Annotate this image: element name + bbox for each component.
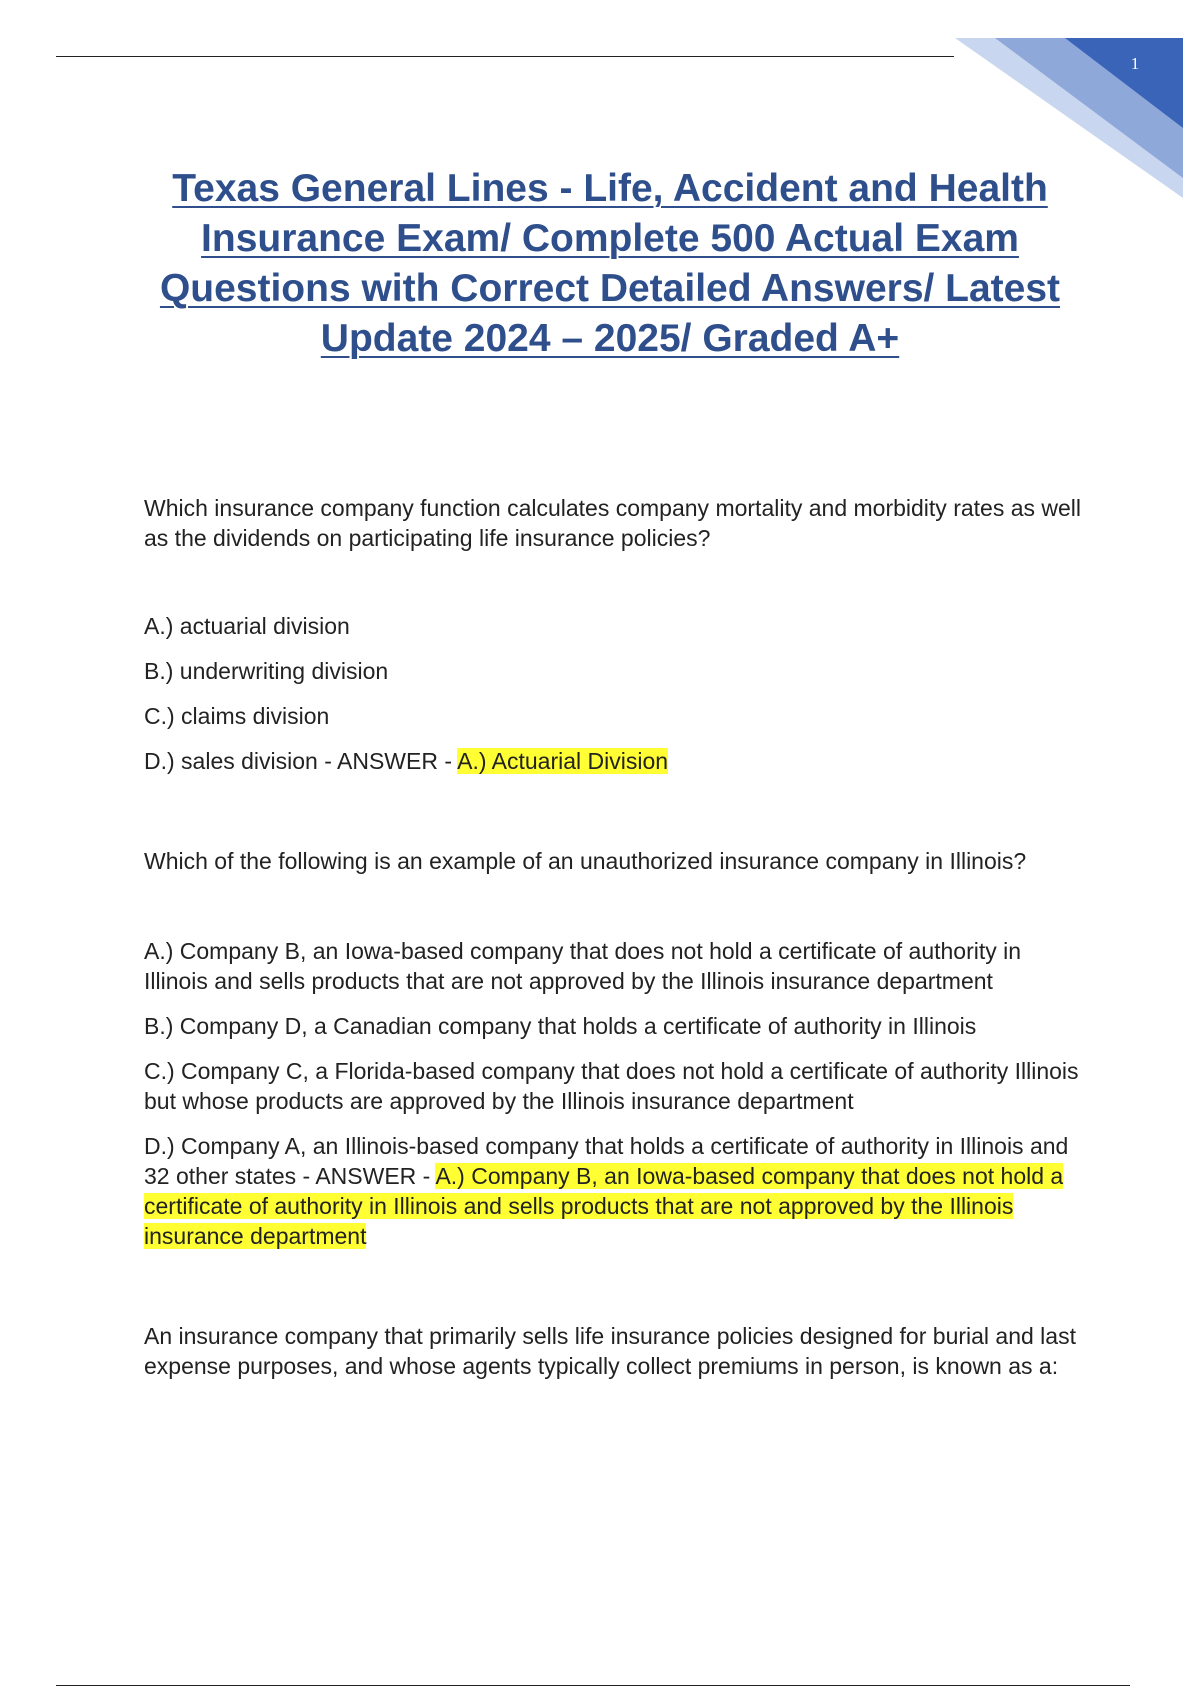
title-line: Questions with Correct Detailed Answers/ Latest: [159, 267, 1061, 310]
highlighted-answer: A.) Company B, an Iowa-based company that does not hold a certificate of authority in Illinois and sells products that are not approved by the Illinois insurance department: [144, 1163, 1064, 1249]
page-number: 1: [1130, 54, 1140, 73]
option-with-answer: [144, 1131, 1084, 1251]
option: C.) claims division: [144, 703, 330, 729]
question-text: Which insurance company function calculates company mortality and morbidity rates as well as the dividends on participating life insurance policies?: [144, 495, 1082, 551]
title-line: Insurance Exam/ Complete 500 Actual Exam: [201, 217, 1019, 260]
header-rule: [56, 56, 954, 57]
option: A.) Company B, an Iowa-based company that does not hold a certificate of authority in Illinois and sells products that are not approved by the Illinois insurance department: [144, 938, 1022, 994]
title-line: Update 2024 – 2025/ Graded A+: [320, 317, 900, 360]
option-text: D.) sales division - ANSWER -: [144, 748, 458, 774]
title-line: Texas General Lines - Life, Accident and Health: [172, 167, 1048, 210]
question-block: [144, 1321, 1084, 1381]
footer-rule: [56, 1685, 1130, 1686]
question-text: An insurance company that primarily sells life insurance policies designed for burial and last expense purposes, and whose agents typically collect premiums in person, is known as a:: [144, 1323, 1076, 1379]
option-list: [144, 936, 1084, 1251]
option-list: [144, 611, 1084, 776]
document-title: [100, 164, 1120, 364]
document-body: [144, 493, 1084, 1451]
option: B.) underwriting division: [144, 658, 389, 684]
option: B.) Company D, a Canadian company that holds a certificate of authority in Illinois: [144, 1013, 977, 1039]
question-text: Which of the following is an example of an unauthorized insurance company in Illinois?: [144, 848, 1027, 874]
option: C.) Company C, a Florida-based company that does not hold a certificate of authority Illinois but whose products are approved by the Illinois insurance department: [144, 1058, 1079, 1114]
option-with-answer: [144, 746, 1084, 776]
question-block: [144, 846, 1084, 1251]
question-block: [144, 493, 1084, 776]
highlighted-answer: A.) Actuarial Division: [457, 748, 669, 774]
option: A.) actuarial division: [144, 613, 350, 639]
option-text: D.) Company A, an Illinois-based company that holds a certificate of authority in Illinois and 32 other states - ANSWER -: [144, 1133, 1069, 1189]
